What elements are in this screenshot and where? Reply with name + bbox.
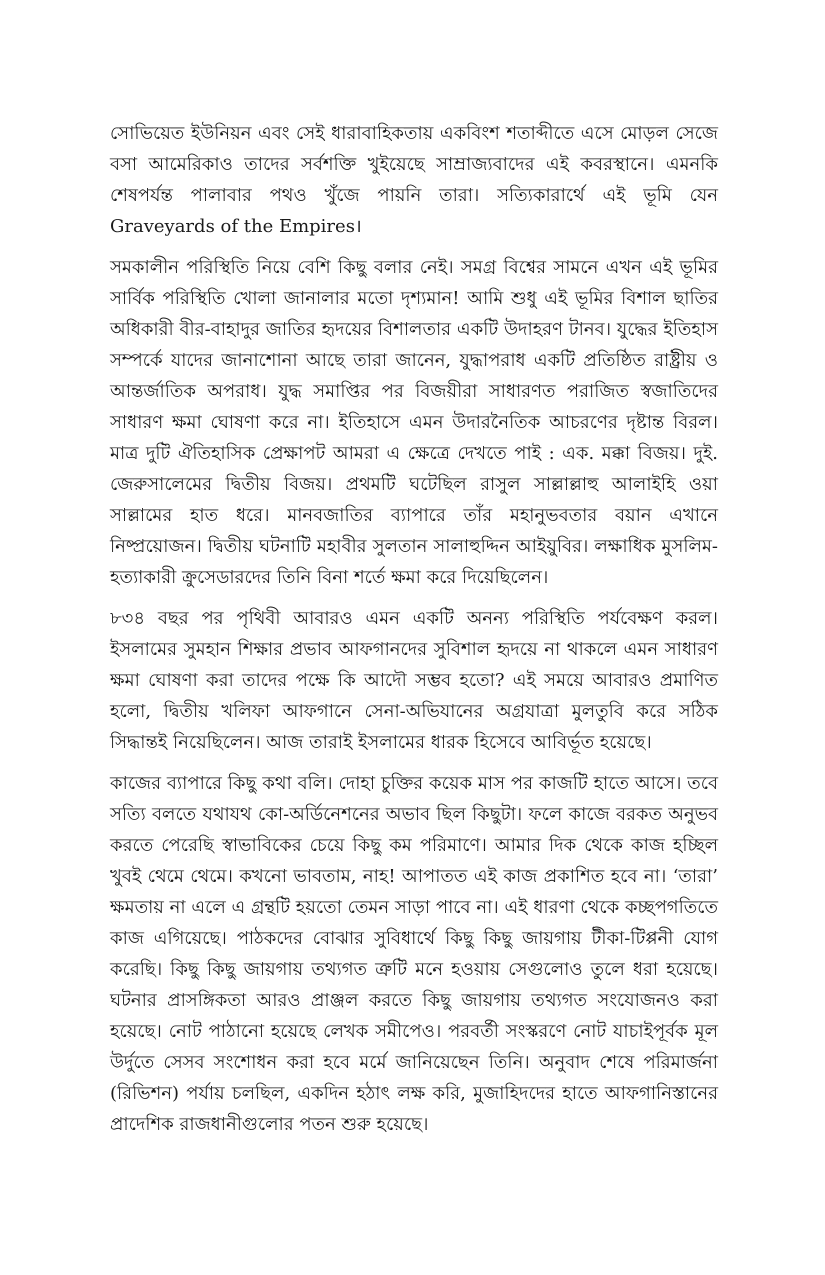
page-body bbox=[110, 118, 718, 1140]
paragraph-empires-graveyard: সোভিয়েত ইউনিয়ন এবং সেই ধারাবাহিকতায় একবিংশ শতাব্দীতে এসে মোড়ল সেজে বসা আমেরিকাও তাদের সর্বশক্তি খুইয়েছে সাম্রাজ্যবাদের এই কবরস্থানে। এমনকি শেষপর্যন্ত পালাবার পথও খুঁজে পায়নি তারা। সত্যিকারার্থে এই ভূমি যেন Graveyards of the Empires। bbox=[110, 123, 718, 237]
paragraph-general-amnesty: ৮৩৪ বছর পর পৃথিবী আবারও এমন একটি অনন্য পরিস্থিতি পর্যবেক্ষণ করল। ইসলামের সুমহান শিক্ষার প্রভাব আফগানদের সুবিশাল হৃদয়ে না থাকলে এমন সাধারণ ক্ষমা ঘোষণা করা তাদের পক্ষে কি আদৌ সম্ভব হতো? এই সময়ে আবারও প্রমাণিত হলো, দ্বিতীয় খলিফা আফগানে সেনা-অভিযানের অগ্রযাত্রা মুলতুবি করে সঠিক সিদ্ধান্তই নিয়েছিলেন। আজ তারাই ইসলামের ধারক হিসেবে আবির্ভূত হয়েছে। bbox=[110, 608, 718, 753]
paragraph-contemporary-situation: সমকালীন পরিস্থিতি নিয়ে বেশি কিছু বলার নেই। সমগ্র বিশ্বের সামনে এখন এই ভূমির সার্বিক পরিস্থিতি খোলা জানালার মতো দৃশ্যমান! আমি শুধু এই ভূমির বিশাল ছাতির অধিকারী বীর-বাহাদুর জাতির হৃদয়ের বিশালতার একটি উদাহরণ টানব। যুদ্ধের ইতিহাস সম্পর্কে যাদের জানাশোনা আছে তারা জানেন, যুদ্ধাপরাধ একটি প্রতিষ্ঠিত রাষ্ট্রীয় ও আন্তর্জাতিক অপরাধ। যুদ্ধ সমাপ্তির পর বিজয়ীরা সাধারণত পরাজিত স্বজাতিদের সাধারণ ক্ষমা ঘোষণা করে না। ইতিহাসে এমন উদারনৈতিক আচরণের দৃষ্টান্ত বিরল। মাত্র দুটি ঐতিহাসিক প্রেক্ষাপট আমরা এ ক্ষেত্রে দেখতে পাই : এক. মক্কা বিজয়। দুই. জেরুসালেমের দ্বিতীয় বিজয়। প্রথমটি ঘটেছিল রাসুল সাল্লাল্লাহু আলাইহি ওয়া সাল্লামের হাত ধরে। মানবজাতির ব্যাপারে তাঁর মহানুভবতার বয়ান এখানে নিষ্প্রয়োজন। দ্বিতীয় ঘটনাটি মহাবীর সুলতান সালাহুদ্দিন আইয়ুবির। লক্ষাধিক মুসলিম-হত্যাকারী ক্রুসেডারদের তিনি বিনা শর্তে ক্ষমা করে দিয়েছিলেন। bbox=[110, 257, 718, 588]
paragraph-about-the-work: কাজের ব্যাপারে কিছু কথা বলি। দোহা চুক্তির কয়েক মাস পর কাজটি হাতে আসে। তবে সত্যি বলতে যথাযথ কো-অর্ডিনেশনের অভাব ছিল কিছুটা। ফলে কাজে বরকত অনুভব করতে পেরেছি স্বাভাবিকের চেয়ে কিছু কম পরিমাণে। আমার দিক থেকে কাজ হচ্ছিল খুবই থেমে থেমে। কখনো ভাবতাম, নাহ! আপাতত এই কাজ প্রকাশিত হবে না। ‘তারা’ ক্ষমতায় না এলে এ গ্রন্থটি হয়তো তেমন সাড়া পাবে না। এই ধারণা থেকে কচ্ছপগতিতে কাজ এগিয়েছে। পাঠকদের বোঝার সুবিধার্থে কিছু কিছু জায়গায় টীকা-টিপ্পনী যোগ করেছি। কিছু কিছু জায়গায় তথ্যগত ত্রুটি মনে হওয়ায় সেগুলোও তুলে ধরা হয়েছে। ঘটনার প্রাসঙ্গিকতা আরও প্রাঞ্জল করতে কিছু জায়গায় তথ্যগত সংযোজনও করা হয়েছে। নোট পাঠানো হয়েছে লেখক সমীপেও। পরবর্তী সংস্করণে নোট যাচাইপূর্বক মূল উর্দুতে সেসব সংশোধন করা হবে মর্মে জানিয়েছেন তিনি। অনুবাদ শেষে পরিমার্জনা (রিভিশন) পর্যায় চলছিল, একদিন হঠাৎ লক্ষ করি, মুজাহিদদের হাতে আফগানিস্তানের প্রাদেশিক রাজধানীগুলোর পতন শুরু হয়েছে। bbox=[110, 773, 718, 1135]
